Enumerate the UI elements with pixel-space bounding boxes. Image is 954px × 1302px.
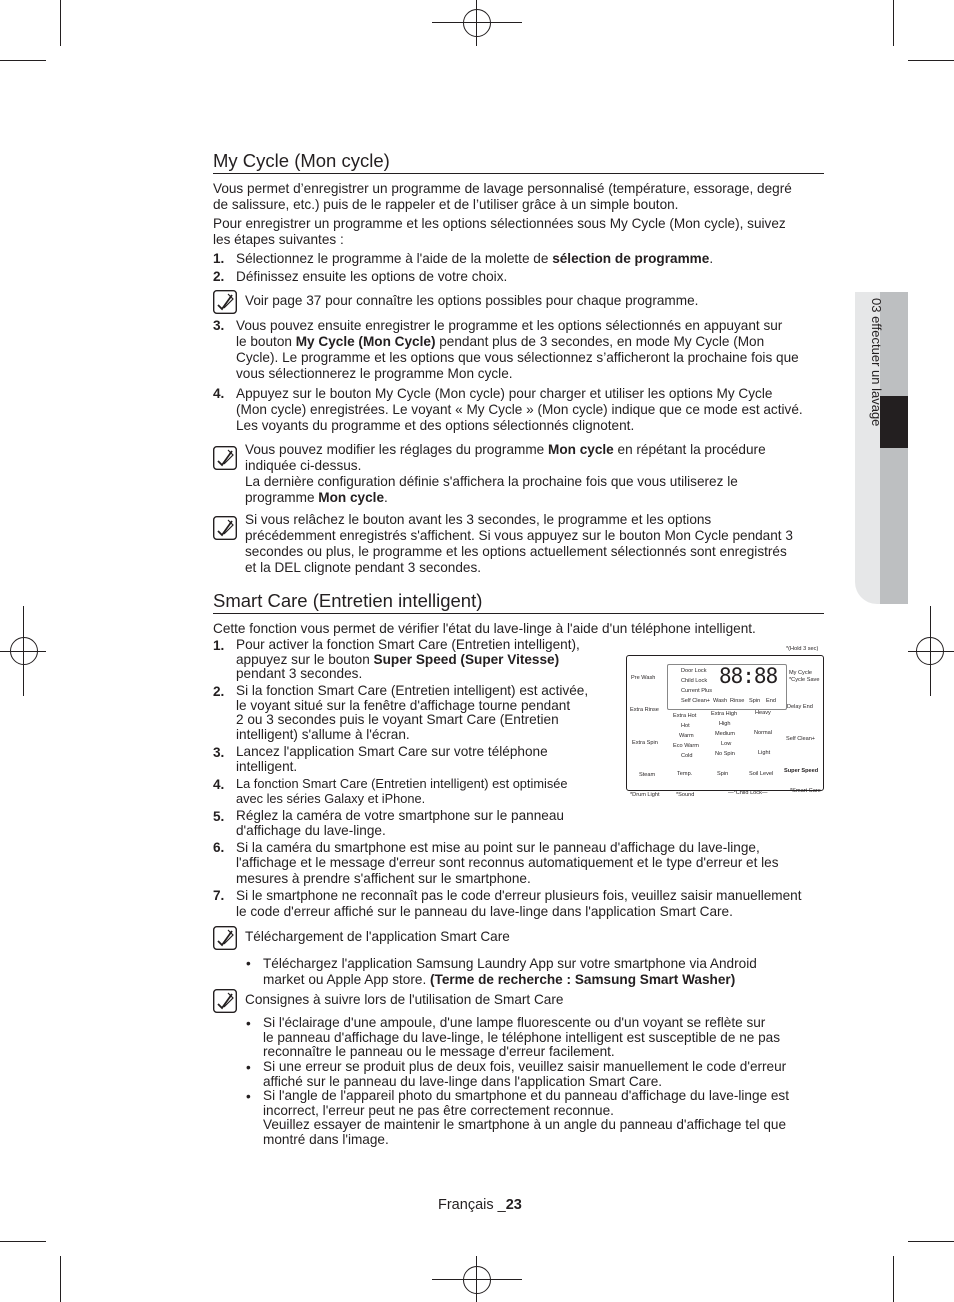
step-number: 3. <box>213 318 225 333</box>
panel-soil-heavy: Heavy <box>755 710 771 716</box>
panel-child-lock-note: —*Child Lock— <box>728 790 768 796</box>
panel-extra-spin: Extra Spin <box>632 740 658 746</box>
step-number: 1. <box>213 638 225 653</box>
panel-my-cycle: My Cycle <box>789 670 812 676</box>
panel-soil-level-button: Soil Level <box>749 771 774 777</box>
crop-mark <box>893 1256 894 1302</box>
step-number: 7. <box>213 888 225 903</box>
panel-temp-extra-hot: Extra Hot <box>673 713 697 719</box>
note-icon <box>213 290 237 314</box>
crop-mark <box>60 0 61 46</box>
bullet-text: Si une erreur se produit plus de deux fois, veuillez saisir manuellement le code d'erreur affiché sur le panneau du lave-linge dans l'application Smart Care. <box>263 1059 787 1089</box>
step-text: Appuyez sur le bouton My Cycle (Mon cycle) pour charger et utiliser les options My Cycle (Mon cycle) enregistrées. Le voyant « My Cycle » (Mon cycle) indique que ce mode est activé. Les voyants du programme et des options sélectionnés clignotent. <box>236 386 803 433</box>
note-text: Téléchargement de l'application Smart Care <box>245 929 510 944</box>
panel-smart-care: *Smart Care <box>790 788 821 794</box>
step-text: Réglez la caméra de votre smartphone sur le panneau d'affichage du lave-linge. <box>236 808 564 838</box>
bullet-text: Téléchargez l'application Samsung Laundry App sur votre smartphone via Android market ou Apple App store. (Terme de recherche : Samsung Smart Washer) <box>263 956 757 987</box>
step-text: Vous pouvez ensuite enregistrer le programme et les options sélectionnés en appuyant sur le bouton My Cycle (Mon Cycle) pendant plus de 3 secondes, en mode My Cycle (Mon Cycle). Le programme et les options que vous sélectionnez s’afficheront la prochaine fois que vous sélectionnerez le programme Mon cycle. <box>236 318 799 381</box>
panel-spin-stage: Spin <box>749 698 761 704</box>
step-text: Pour activer la fonction Smart Care (Entretien intelligent), appuyez sur le bouton Super Speed (Super Vitesse) pendant 3 secondes. <box>236 637 580 682</box>
panel-temp-hot: Hot <box>681 723 690 729</box>
panel-sound: *Sound <box>676 792 695 798</box>
note-icon <box>213 446 237 470</box>
note-text: Vous pouvez modifier les réglages du programme Mon cycle en répétant la procédure indiquée ci-dessus. La dernière configuration définie s'affichera la prochaine fois que vous utiliserez le programme Mon cycle. <box>245 442 766 505</box>
note-icon <box>213 926 237 950</box>
registration-mark <box>463 9 491 37</box>
panel-child-lock: Child Lock <box>681 678 708 684</box>
note-icon <box>213 989 237 1013</box>
panel-spin-no-spin: No Spin <box>715 751 735 757</box>
panel-digits: 88:88 <box>719 664 778 688</box>
page-footer <box>438 1197 522 1213</box>
step-text: Si la caméra du smartphone est mise au point sur le panneau d'affichage du lave-linge, l'affichage et le message d'erreur sont reconnus automatiquement et le type d'erreur et les mesures à prendre s'affichent sur le smartphone. <box>236 840 779 886</box>
note-icon <box>213 516 237 540</box>
panel-temp-eco-warm: Eco Warm <box>673 743 699 749</box>
registration-mark <box>10 637 38 665</box>
panel-temp-warm: Warm <box>679 733 694 739</box>
panel-temp-button: Temp. <box>677 771 693 777</box>
panel-spin-high: High <box>719 721 731 727</box>
paragraph: Vous permet d’enregistrer un programme de lavage personnalisé (température, essorage, degré de salissure, etc.) puis de le rappeler et de l’utiliser grâce à un simple bouton. <box>213 181 792 212</box>
bullet: • <box>246 1089 251 1104</box>
footer-language: Français _ <box>438 1197 506 1213</box>
panel-pre-wash: Pre Wash <box>631 675 656 681</box>
panel-soil-light: Light <box>758 750 771 756</box>
step-text: Si le smartphone ne reconnaît pas le code d'erreur plusieurs fois, veuillez saisir manuellement le code d'erreur affiché sur le panneau du lave-linge dans l'application Smart Care. <box>236 888 802 919</box>
step-text: Sélectionnez le programme à l'aide de la molette de sélection de programme. <box>236 251 714 266</box>
bullet: • <box>246 956 251 971</box>
step-number: 2. <box>213 684 225 699</box>
panel-cycle-save: *Cycle Save <box>789 677 820 683</box>
panel-temp-cold: Cold <box>681 753 693 759</box>
crop-mark <box>60 1256 61 1302</box>
note-text: Consignes à suivre lors de l'utilisation de Smart Care <box>245 992 564 1007</box>
panel-spin-medium: Medium <box>715 731 735 737</box>
panel-soil-normal: Normal <box>754 730 773 736</box>
panel-delay-end: Delay End <box>787 704 813 710</box>
registration-mark <box>463 1266 491 1294</box>
panel-rinse: Rinse <box>730 698 745 704</box>
panel-wash: Wash <box>713 698 728 704</box>
panel-extra-rinse: Extra Rinse <box>630 707 659 713</box>
crop-mark <box>893 0 894 46</box>
step-number: 6. <box>213 840 225 855</box>
panel-self-clean: Self Clean+ <box>681 698 711 704</box>
panel-spin-low: Low <box>721 741 732 747</box>
paragraph: Pour enregistrer un programme et les options sélectionnées sous My Cycle (Mon cycle), suivez les étapes suivantes : <box>213 216 786 247</box>
panel-end: End <box>766 698 776 704</box>
control-panel-illustration <box>626 655 824 791</box>
panel-self-clean-button: Self Clean+ <box>786 736 816 742</box>
panel-super-speed: Super Speed <box>784 768 819 774</box>
panel-door-lock: Door Lock <box>681 668 707 674</box>
panel-steam: Steam <box>639 772 656 778</box>
bullet: • <box>246 1060 251 1075</box>
panel-spin-extra-high: Extra High <box>711 711 738 717</box>
note-text: Voir page 37 pour connaître les options possibles pour chaque programme. <box>245 293 699 308</box>
section-title: Smart Care (Entretien intelligent) <box>213 590 824 614</box>
step-number: 5. <box>213 809 225 824</box>
step-number: 4. <box>213 777 225 792</box>
crop-mark <box>0 60 46 61</box>
paragraph: Cette fonction vous permet de vérifier l'état du lave-linge à l'aide d'un téléphone intelligent. <box>213 621 756 636</box>
bullet-text: Si l'angle de l'appareil photo du smartphone et du panneau d'affichage du lave-linge est incorrect, l'erreur peut ne pas être correctement reconnue. Veuillez essayer de maintenir le smartphone à un angle du panneau d'affichage tel que montré dans l'image. <box>263 1088 789 1147</box>
step-number: 4. <box>213 386 225 401</box>
panel-spin-button: Spin <box>717 771 729 777</box>
section-title: My Cycle (Mon cycle) <box>213 150 824 174</box>
step-text: Définissez ensuite les options de votre choix. <box>236 269 508 284</box>
note-text: Si vous relâchez le bouton avant les 3 secondes, le programme et les options précédemment enregistrés s'affichent. Si vous appuyez sur le bouton Mon Cycle pendant 3 secondes ou plus, le programme et les options actuellement sélectionnés sont enregistrés et la DEL clignote pendant 3 secondes. <box>245 512 793 575</box>
page-number: 23 <box>505 1197 522 1213</box>
step-number: 3. <box>213 745 225 760</box>
step-text: Lancez l'application Smart Care sur votre téléphone intelligent. <box>236 744 548 774</box>
step-number: 1. <box>213 251 225 266</box>
bullet: • <box>246 1016 251 1031</box>
step-number: 2. <box>213 269 225 284</box>
bullet-text: Si l'éclairage d'une ampoule, d'une lampe fluorescente ou d'un voyant se reflète sur le panneau d'affichage du lave-linge, le téléphone intelligent est susceptible de ne pas reconnaître le panneau ou le message d'erreur facilement. <box>263 1015 781 1059</box>
panel-hold-note: *(Hold 3 sec) <box>786 646 819 652</box>
panel-drum-light: *Drum Light <box>630 792 660 798</box>
chapter-label: 03 effectuer un lavage <box>869 298 884 427</box>
crop-mark <box>0 1241 46 1242</box>
panel-current-plus: Current Plus <box>681 688 713 694</box>
step-text: La fonction Smart Care (Entretien intelligent) est optimisée avec les séries Galaxy et iPhone. <box>236 776 568 806</box>
registration-mark <box>916 637 944 665</box>
step-text: Si la fonction Smart Care (Entretien intelligent) est activée, le voyant situé sur la fenêtre d'affichage tourne pendant 2 ou 3 secondes puis le voyant Smart Care (Entretien intelligent) s'allume à l'écran. <box>236 683 589 742</box>
crop-mark <box>908 1241 954 1242</box>
crop-mark <box>908 60 954 61</box>
